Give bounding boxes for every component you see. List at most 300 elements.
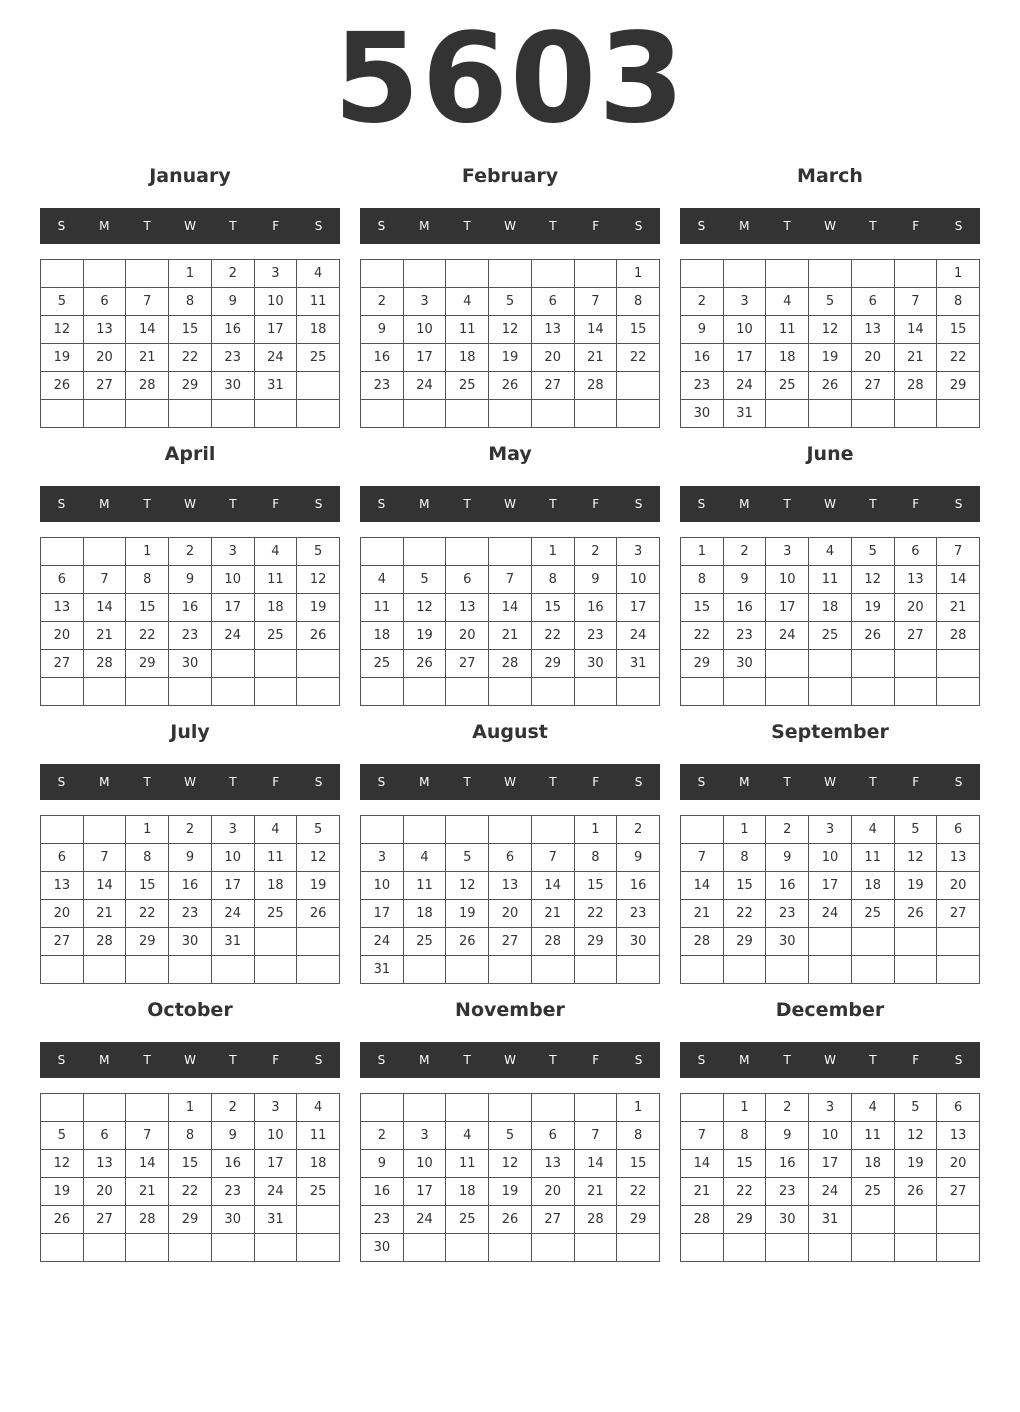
weekday-header: F <box>272 219 280 233</box>
empty-day-cell <box>681 1094 724 1122</box>
day-cell: 31 <box>255 372 298 400</box>
empty-day-cell <box>361 1094 404 1122</box>
day-cell: 26 <box>895 1178 938 1206</box>
day-cell: 31 <box>255 1206 298 1234</box>
weekday-header: T <box>143 1053 151 1067</box>
empty-day-cell <box>681 1234 724 1262</box>
day-cell: 31 <box>809 1206 852 1234</box>
empty-day-cell <box>212 956 255 984</box>
day-cell: 25 <box>255 900 298 928</box>
day-cell: 18 <box>852 872 895 900</box>
day-cell: 7 <box>126 288 169 316</box>
empty-day-cell <box>809 400 852 428</box>
weekday-header: S <box>697 775 706 789</box>
empty-day-cell <box>532 400 575 428</box>
day-cell: 27 <box>895 622 938 650</box>
day-cell: 20 <box>41 622 84 650</box>
day-cell: 26 <box>297 622 340 650</box>
day-cell: 8 <box>126 566 169 594</box>
empty-day-cell <box>255 400 298 428</box>
day-cell: 9 <box>766 1122 809 1150</box>
day-cell: 31 <box>361 956 404 984</box>
weekday-header: T <box>783 775 791 789</box>
day-cell: 27 <box>852 372 895 400</box>
empty-day-cell <box>84 678 127 706</box>
weekday-header: S <box>954 775 963 789</box>
empty-day-cell <box>895 1206 938 1234</box>
day-cell: 17 <box>404 1178 447 1206</box>
day-cell: 8 <box>532 566 575 594</box>
day-cell: 15 <box>681 594 724 622</box>
day-cell: 15 <box>724 872 767 900</box>
empty-day-cell <box>809 928 852 956</box>
empty-day-cell <box>617 956 660 984</box>
weekday-header: T <box>463 775 471 789</box>
empty-day-cell <box>126 1234 169 1262</box>
weekday-header: S <box>377 219 386 233</box>
empty-day-cell <box>361 538 404 566</box>
day-cell: 21 <box>126 344 169 372</box>
day-cell: 9 <box>575 566 618 594</box>
day-cell: 17 <box>361 900 404 928</box>
day-cell: 11 <box>446 1150 489 1178</box>
empty-day-cell <box>532 1234 575 1262</box>
day-cell: 9 <box>617 844 660 872</box>
day-cell: 19 <box>297 872 340 900</box>
day-cell: 23 <box>212 1178 255 1206</box>
day-cell: 12 <box>489 1150 532 1178</box>
day-grid <box>40 815 340 984</box>
day-cell: 21 <box>681 1178 724 1206</box>
day-cell: 8 <box>681 566 724 594</box>
weekday-header-bar <box>360 764 660 800</box>
day-cell: 18 <box>852 1150 895 1178</box>
day-cell: 3 <box>404 288 447 316</box>
day-cell: 16 <box>766 1150 809 1178</box>
day-grid <box>360 537 660 706</box>
day-cell: 25 <box>852 900 895 928</box>
empty-day-cell <box>404 1234 447 1262</box>
weekday-header: W <box>184 219 196 233</box>
month-title: December <box>775 999 885 1021</box>
month-june <box>680 436 980 706</box>
weekday-header: S <box>697 1053 706 1067</box>
day-cell: 18 <box>446 344 489 372</box>
empty-day-cell <box>361 678 404 706</box>
weekday-header: T <box>143 497 151 511</box>
day-cell: 28 <box>126 372 169 400</box>
day-cell: 24 <box>212 900 255 928</box>
day-cell: 21 <box>84 900 127 928</box>
weekday-header: W <box>184 1053 196 1067</box>
weekday-header: M <box>419 1053 430 1067</box>
weekday-header: S <box>57 1053 66 1067</box>
day-cell: 3 <box>212 816 255 844</box>
day-cell: 4 <box>255 538 298 566</box>
day-cell: 13 <box>937 844 980 872</box>
weekday-header-bar <box>360 208 660 244</box>
day-cell: 3 <box>404 1122 447 1150</box>
day-cell: 6 <box>41 844 84 872</box>
empty-day-cell <box>41 956 84 984</box>
day-cell: 2 <box>681 288 724 316</box>
empty-day-cell <box>575 1094 618 1122</box>
weekday-header: S <box>57 219 66 233</box>
day-cell: 19 <box>41 1178 84 1206</box>
day-cell: 10 <box>361 872 404 900</box>
empty-day-cell <box>852 650 895 678</box>
day-cell: 2 <box>361 1122 404 1150</box>
day-cell: 3 <box>361 844 404 872</box>
day-cell: 30 <box>575 650 618 678</box>
month-january <box>40 158 340 428</box>
empty-day-cell <box>489 1094 532 1122</box>
weekday-header-bar <box>40 1042 340 1078</box>
day-cell: 11 <box>255 844 298 872</box>
day-cell: 10 <box>212 566 255 594</box>
day-cell: 4 <box>446 288 489 316</box>
day-grid <box>40 259 340 428</box>
day-cell: 13 <box>84 316 127 344</box>
weekday-header: S <box>954 1053 963 1067</box>
weekday-header: T <box>869 1053 877 1067</box>
month-october <box>40 992 340 1262</box>
day-cell: 23 <box>724 622 767 650</box>
day-cell: 26 <box>895 900 938 928</box>
day-cell: 14 <box>681 872 724 900</box>
day-cell: 24 <box>404 1206 447 1234</box>
day-cell: 12 <box>446 872 489 900</box>
day-cell: 13 <box>446 594 489 622</box>
day-cell: 19 <box>489 1178 532 1206</box>
day-cell: 14 <box>126 1150 169 1178</box>
day-cell: 29 <box>169 1206 212 1234</box>
day-cell: 29 <box>532 650 575 678</box>
day-cell: 1 <box>532 538 575 566</box>
weekday-header: S <box>377 497 386 511</box>
day-cell: 21 <box>681 900 724 928</box>
day-cell: 5 <box>489 288 532 316</box>
day-cell: 25 <box>361 650 404 678</box>
empty-day-cell <box>446 816 489 844</box>
weekday-header: W <box>184 497 196 511</box>
month-march <box>680 158 980 428</box>
day-cell: 17 <box>212 872 255 900</box>
day-cell: 28 <box>937 622 980 650</box>
day-cell: 23 <box>575 622 618 650</box>
day-cell: 22 <box>617 1178 660 1206</box>
day-cell: 12 <box>41 316 84 344</box>
month-title: November <box>455 999 565 1021</box>
empty-day-cell <box>617 400 660 428</box>
day-cell: 25 <box>255 622 298 650</box>
empty-day-cell <box>41 816 84 844</box>
day-cell: 29 <box>724 928 767 956</box>
day-cell: 21 <box>575 1178 618 1206</box>
day-cell: 1 <box>126 816 169 844</box>
day-cell: 14 <box>489 594 532 622</box>
day-cell: 8 <box>937 288 980 316</box>
weekday-header-bar <box>680 208 980 244</box>
day-cell: 10 <box>766 566 809 594</box>
weekday-header: S <box>314 219 323 233</box>
day-cell: 6 <box>489 844 532 872</box>
empty-day-cell <box>852 928 895 956</box>
day-cell: 21 <box>489 622 532 650</box>
weekday-header: W <box>824 497 836 511</box>
empty-day-cell <box>724 1234 767 1262</box>
weekday-header: F <box>912 219 920 233</box>
day-cell: 10 <box>809 844 852 872</box>
day-cell: 11 <box>852 1122 895 1150</box>
day-cell: 9 <box>361 1150 404 1178</box>
day-cell: 4 <box>297 260 340 288</box>
weekday-header: W <box>184 775 196 789</box>
empty-day-cell <box>41 1234 84 1262</box>
empty-day-cell <box>297 1234 340 1262</box>
empty-day-cell <box>489 678 532 706</box>
weekday-header: F <box>912 775 920 789</box>
day-cell: 23 <box>361 1206 404 1234</box>
weekday-header: W <box>504 1053 516 1067</box>
day-grid <box>680 259 980 428</box>
day-cell: 6 <box>937 816 980 844</box>
weekday-header: T <box>869 775 877 789</box>
day-cell: 4 <box>361 566 404 594</box>
empty-day-cell <box>724 956 767 984</box>
day-cell: 27 <box>41 928 84 956</box>
empty-day-cell <box>41 1094 84 1122</box>
day-cell: 10 <box>255 288 298 316</box>
weekday-header: S <box>377 1053 386 1067</box>
empty-day-cell <box>852 956 895 984</box>
day-cell: 14 <box>937 566 980 594</box>
day-cell: 5 <box>297 538 340 566</box>
weekday-header: M <box>739 775 750 789</box>
day-cell: 7 <box>489 566 532 594</box>
day-cell: 16 <box>212 316 255 344</box>
day-cell: 21 <box>937 594 980 622</box>
day-cell: 20 <box>84 344 127 372</box>
day-cell: 12 <box>41 1150 84 1178</box>
weekday-header-bar <box>680 764 980 800</box>
empty-day-cell <box>169 678 212 706</box>
weekday-header: W <box>504 219 516 233</box>
empty-day-cell <box>937 1206 980 1234</box>
day-cell: 15 <box>937 316 980 344</box>
weekday-header: M <box>419 497 430 511</box>
day-cell: 26 <box>297 900 340 928</box>
day-cell: 13 <box>937 1122 980 1150</box>
day-cell: 19 <box>404 622 447 650</box>
day-cell: 19 <box>489 344 532 372</box>
day-cell: 11 <box>404 872 447 900</box>
empty-day-cell <box>297 1206 340 1234</box>
day-cell: 18 <box>255 594 298 622</box>
weekday-header: S <box>314 497 323 511</box>
day-cell: 24 <box>724 372 767 400</box>
day-cell: 10 <box>617 566 660 594</box>
day-cell: 11 <box>297 288 340 316</box>
day-cell: 16 <box>361 344 404 372</box>
day-cell: 15 <box>617 316 660 344</box>
empty-day-cell <box>84 816 127 844</box>
day-cell: 15 <box>575 872 618 900</box>
day-cell: 29 <box>681 650 724 678</box>
day-cell: 10 <box>404 316 447 344</box>
day-cell: 4 <box>852 816 895 844</box>
day-cell: 20 <box>532 344 575 372</box>
month-november <box>360 992 660 1262</box>
day-grid <box>360 259 660 428</box>
day-cell: 1 <box>169 1094 212 1122</box>
weekday-header: M <box>99 1053 110 1067</box>
day-cell: 19 <box>446 900 489 928</box>
empty-day-cell <box>489 956 532 984</box>
day-cell: 11 <box>809 566 852 594</box>
empty-day-cell <box>212 678 255 706</box>
empty-day-cell <box>895 1234 938 1262</box>
day-cell: 7 <box>937 538 980 566</box>
day-cell: 1 <box>724 1094 767 1122</box>
day-cell: 11 <box>852 844 895 872</box>
empty-day-cell <box>809 1234 852 1262</box>
day-cell: 22 <box>617 344 660 372</box>
weekday-header: T <box>549 1053 557 1067</box>
day-cell: 28 <box>532 928 575 956</box>
day-cell: 25 <box>852 1178 895 1206</box>
empty-day-cell <box>489 538 532 566</box>
month-title: July <box>170 721 210 743</box>
day-cell: 26 <box>41 372 84 400</box>
empty-day-cell <box>766 678 809 706</box>
day-cell: 29 <box>724 1206 767 1234</box>
day-cell: 24 <box>766 622 809 650</box>
empty-day-cell <box>404 1094 447 1122</box>
weekday-header: F <box>272 775 280 789</box>
weekday-header: T <box>549 497 557 511</box>
day-cell: 29 <box>937 372 980 400</box>
empty-day-cell <box>255 650 298 678</box>
day-cell: 23 <box>212 344 255 372</box>
day-cell: 4 <box>809 538 852 566</box>
weekday-header: T <box>549 775 557 789</box>
empty-day-cell <box>809 650 852 678</box>
empty-day-cell <box>297 650 340 678</box>
weekday-header: S <box>634 497 643 511</box>
day-cell: 26 <box>489 372 532 400</box>
empty-day-cell <box>809 956 852 984</box>
day-grid <box>360 1093 660 1262</box>
day-cell: 16 <box>681 344 724 372</box>
day-cell: 7 <box>84 566 127 594</box>
day-cell: 2 <box>766 1094 809 1122</box>
empty-day-cell <box>852 260 895 288</box>
day-cell: 15 <box>126 872 169 900</box>
day-cell: 5 <box>489 1122 532 1150</box>
empty-day-cell <box>404 400 447 428</box>
empty-day-cell <box>361 400 404 428</box>
empty-day-cell <box>169 400 212 428</box>
empty-day-cell <box>84 956 127 984</box>
day-cell: 27 <box>446 650 489 678</box>
weekday-header: S <box>377 775 386 789</box>
empty-day-cell <box>852 1206 895 1234</box>
day-cell: 6 <box>446 566 489 594</box>
day-cell: 14 <box>84 872 127 900</box>
day-cell: 1 <box>169 260 212 288</box>
weekday-header: S <box>634 1053 643 1067</box>
weekday-header: W <box>824 219 836 233</box>
empty-day-cell <box>895 650 938 678</box>
day-cell: 14 <box>575 1150 618 1178</box>
day-cell: 12 <box>404 594 447 622</box>
day-cell: 28 <box>575 372 618 400</box>
empty-day-cell <box>489 400 532 428</box>
empty-day-cell <box>532 678 575 706</box>
day-cell: 2 <box>575 538 618 566</box>
weekday-header: F <box>272 1053 280 1067</box>
day-grid <box>680 537 980 706</box>
empty-day-cell <box>446 538 489 566</box>
empty-day-cell <box>532 816 575 844</box>
weekday-header: W <box>504 497 516 511</box>
day-cell: 8 <box>169 288 212 316</box>
day-cell: 7 <box>532 844 575 872</box>
day-cell: 7 <box>895 288 938 316</box>
day-cell: 8 <box>617 1122 660 1150</box>
day-cell: 2 <box>169 816 212 844</box>
empty-day-cell <box>404 678 447 706</box>
day-cell: 9 <box>724 566 767 594</box>
empty-day-cell <box>84 538 127 566</box>
day-cell: 27 <box>937 900 980 928</box>
day-cell: 17 <box>404 344 447 372</box>
day-cell: 30 <box>617 928 660 956</box>
day-cell: 12 <box>297 844 340 872</box>
day-cell: 21 <box>575 344 618 372</box>
weekday-header: S <box>57 497 66 511</box>
day-cell: 16 <box>766 872 809 900</box>
day-cell: 21 <box>532 900 575 928</box>
day-cell: 29 <box>126 650 169 678</box>
day-cell: 24 <box>809 900 852 928</box>
weekday-header: S <box>697 219 706 233</box>
day-cell: 11 <box>255 566 298 594</box>
empty-day-cell <box>404 260 447 288</box>
empty-day-cell <box>681 260 724 288</box>
weekday-header: S <box>314 1053 323 1067</box>
day-cell: 11 <box>297 1122 340 1150</box>
day-cell: 24 <box>255 1178 298 1206</box>
weekday-header: M <box>419 775 430 789</box>
weekday-header: F <box>592 775 600 789</box>
day-cell: 30 <box>212 372 255 400</box>
day-cell: 9 <box>766 844 809 872</box>
day-cell: 27 <box>937 1178 980 1206</box>
day-cell: 20 <box>532 1178 575 1206</box>
day-cell: 27 <box>41 650 84 678</box>
day-cell: 6 <box>84 1122 127 1150</box>
day-cell: 25 <box>766 372 809 400</box>
day-cell: 1 <box>617 1094 660 1122</box>
day-cell: 8 <box>169 1122 212 1150</box>
weekday-header: T <box>229 775 237 789</box>
weekday-header: S <box>697 497 706 511</box>
empty-day-cell <box>681 816 724 844</box>
empty-day-cell <box>169 1234 212 1262</box>
empty-day-cell <box>937 400 980 428</box>
